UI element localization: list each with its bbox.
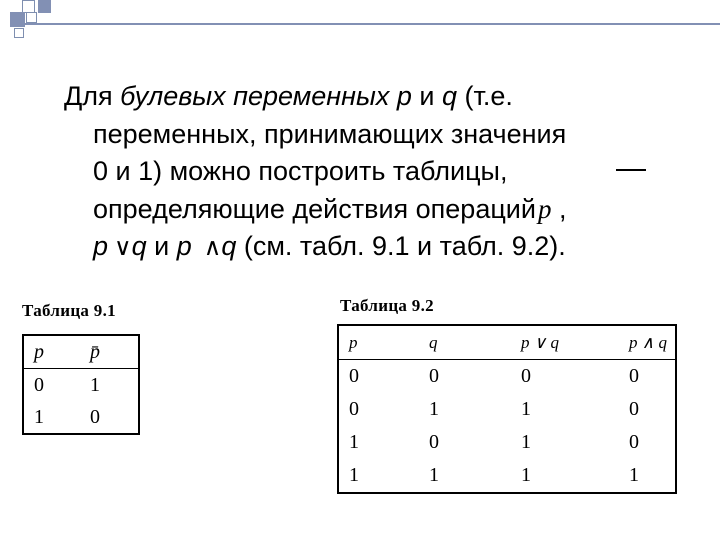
- var-p-negation: p: [537, 193, 552, 224]
- table-cell: 1: [629, 464, 639, 486]
- table-cell: 0: [629, 365, 639, 387]
- table-cell: 0: [429, 365, 439, 387]
- paragraph-line-3: 0 и 1) можно построить таблицы,: [93, 156, 508, 186]
- table-header-cell: p: [338, 325, 429, 360]
- body-paragraph: [64, 78, 704, 267]
- paragraph-line-4: определяющие действия операцийp ,: [93, 193, 567, 224]
- table-cell: 1: [521, 431, 531, 453]
- table-1-caption: Таблица 9.1: [22, 301, 116, 320]
- slide-decoration: [0, 0, 720, 50]
- table-row: [338, 426, 676, 459]
- table-row: [23, 401, 139, 434]
- table-cell: 0: [349, 365, 359, 387]
- deco-square: [14, 28, 24, 38]
- and-symbol: ∧: [203, 233, 222, 261]
- table-header-cell: p ∧ q: [629, 325, 676, 360]
- deco-square: [26, 12, 37, 23]
- var-q: q: [442, 81, 458, 111]
- table-9-2: [337, 324, 677, 494]
- table-cell: 0: [629, 398, 639, 420]
- table-cell: 1: [429, 464, 439, 486]
- table-9-1: [22, 334, 140, 435]
- italic-phrase: булевых переменных p: [120, 81, 412, 111]
- table-cell: 0: [521, 365, 531, 387]
- table-2-caption: Таблица 9.2: [340, 296, 434, 315]
- paragraph-line-5: p ∨q и p ∧q (см. табл. 9.1 и табл. 9.2).: [93, 231, 566, 261]
- table-header-cell: p̄: [90, 335, 139, 369]
- table-row: [338, 459, 676, 493]
- table-cell: 1: [90, 373, 100, 396]
- table-header-cell: p ∨ q: [521, 325, 629, 360]
- table-header-cell: q: [429, 325, 521, 360]
- table-cell: 1: [521, 398, 531, 420]
- paragraph-line-1: Для булевых переменных p и q (т.е.: [64, 81, 513, 111]
- table-cell: 1: [349, 464, 359, 486]
- table-header-row: [338, 325, 676, 360]
- table-cell: 1: [349, 431, 359, 453]
- or-symbol: ∨: [114, 233, 132, 261]
- table-cell: 0: [629, 431, 639, 453]
- negation-bar: [616, 169, 646, 171]
- deco-line: [18, 23, 720, 25]
- paragraph-line-2: переменных, принимающих значения: [93, 118, 567, 149]
- table-cell: 1: [429, 398, 439, 420]
- deco-square-filled: [38, 0, 51, 13]
- table-header-row: [23, 335, 139, 369]
- table-cell: 0: [90, 405, 100, 428]
- table-cell: 0: [34, 373, 44, 396]
- table-cell: 1: [34, 405, 44, 428]
- table-cell: 0: [349, 398, 359, 420]
- table-row: [23, 369, 139, 402]
- table-header-cell: p: [23, 335, 90, 369]
- table-row: [338, 360, 676, 394]
- table-cell: 1: [521, 464, 531, 486]
- table-row: [338, 393, 676, 426]
- table-cell: 0: [429, 431, 439, 453]
